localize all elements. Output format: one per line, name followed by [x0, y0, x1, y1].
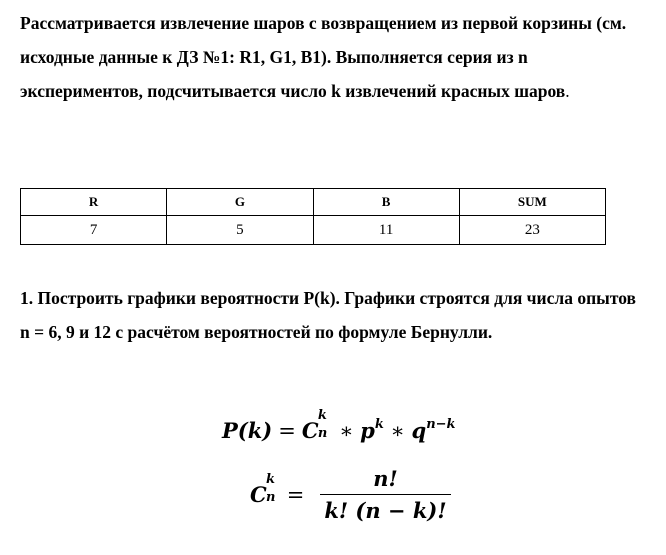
header-r: R: [21, 189, 167, 216]
intro-text: Рассматривается извлечение шаров с возвращением из первой корзины (см. исходные данные к ДЗ №1: R1, G1, B1). Выполняется серия из n экспериментов, подсчитывается число k извлечений красных шаров: [20, 13, 627, 101]
q-symbol: q: [411, 418, 427, 443]
header-sum: SUM: [459, 189, 605, 216]
multiply-1: ∗: [332, 419, 361, 443]
binomial-sup-2: k: [266, 472, 276, 487]
binomial-sub: n: [317, 426, 328, 441]
header-b: B: [313, 189, 459, 216]
task-paragraph: 1. Построить графики вероятности P(k). Графики строятся для числа опытов n = 6, 9 и 12 с расчётом вероятностей по формуле Бернулли.: [20, 288, 636, 342]
value-r: 7: [21, 216, 167, 245]
formula-equals-2: =: [286, 482, 305, 507]
intro-paragraph: [20, 6, 640, 108]
fraction-numerator: n!: [373, 466, 398, 491]
table-header-row: [21, 189, 606, 216]
formula-lhs: P(k): [222, 418, 273, 443]
binomial-c-2: C: [250, 482, 267, 507]
p-symbol: p: [360, 418, 375, 443]
value-b: 11: [313, 216, 459, 245]
binomial-formula: [250, 466, 451, 523]
binomial-coefficient-2: [250, 472, 281, 507]
binomial-c: C: [301, 418, 319, 443]
factorial-fraction: [320, 466, 450, 523]
table-row: [21, 216, 606, 245]
header-g: G: [167, 189, 313, 216]
q-exponent: n−k: [426, 417, 456, 432]
binomial-coefficient: [301, 408, 333, 443]
binomial-sup: k: [317, 408, 327, 423]
intro-period: .: [565, 81, 570, 101]
binomial-sub-2: n: [266, 490, 276, 505]
p-exponent: k: [374, 417, 384, 432]
formula-equals: =: [278, 419, 296, 443]
fraction-denominator: k! (n − k)!: [320, 494, 450, 523]
multiply-2: ∗: [383, 419, 412, 443]
ball-count-table: [20, 188, 606, 245]
value-g: 5: [167, 216, 313, 245]
bernoulli-formula: [222, 408, 456, 443]
value-sum: 23: [459, 216, 605, 245]
